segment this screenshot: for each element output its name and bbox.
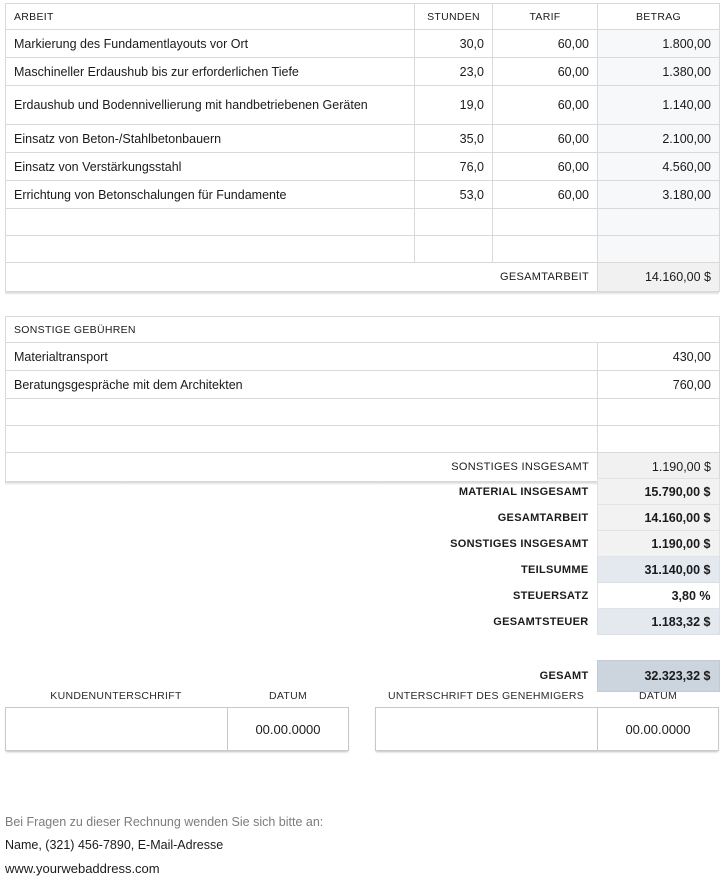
- summary-row-total-tax: [5, 609, 719, 635]
- summary-row-labor-total: [5, 505, 719, 531]
- summary-section: [5, 478, 719, 692]
- table-row: [6, 181, 720, 209]
- labor-rate: [493, 209, 598, 236]
- summary-value: 14.160,00 $: [597, 505, 719, 531]
- fees-table: [5, 316, 720, 482]
- labor-hours: 23,0: [415, 58, 493, 86]
- summary-table: [5, 478, 720, 692]
- fees-col-title: SONSTIGE GEBÜHREN: [6, 317, 720, 343]
- fee-desc: Materialtransport: [6, 343, 598, 371]
- labor-total-value: 14.160,00 $: [598, 263, 720, 292]
- labor-desc: Errichtung von Betonschalungen für Fundamente: [6, 181, 415, 209]
- fee-amount: [598, 399, 720, 426]
- summary-row-other-total: [5, 531, 719, 557]
- labor-rate: 60,00: [493, 58, 598, 86]
- table-shadow: [5, 292, 719, 295]
- labor-amount: 1.800,00: [598, 30, 720, 58]
- footer-contact-line: Name, (321) 456-7890, E-Mail-Adresse: [5, 838, 224, 852]
- labor-hours: 35,0: [415, 125, 493, 153]
- labor-hours: 30,0: [415, 30, 493, 58]
- approver-signature-field[interactable]: [376, 708, 598, 750]
- labor-amount: 4.560,00: [598, 153, 720, 181]
- summary-label: MATERIAL INSGESAMT: [458, 485, 589, 498]
- labor-hours: 53,0: [415, 181, 493, 209]
- table-row: [6, 86, 720, 125]
- customer-date-label: DATUM: [268, 690, 308, 702]
- summary-label: SONSTIGES INSGESAMT: [450, 537, 589, 550]
- approver-date-field[interactable]: 00.00.0000: [625, 721, 691, 737]
- labor-desc: Maschineller Erdaushub bis zur erforderlichen Tiefe: [6, 58, 415, 86]
- approver-signature-group: [375, 690, 719, 751]
- fees-total-label: SONSTIGES INSGESAMT: [6, 453, 598, 482]
- signature-section: [5, 690, 719, 751]
- labor-col-amount: BETRAG: [598, 4, 720, 30]
- labor-rate: [493, 236, 598, 263]
- table-row: [6, 399, 720, 426]
- labor-desc: [6, 236, 415, 263]
- labor-amount: 2.100,00: [598, 125, 720, 153]
- summary-value: 31.140,00 $: [597, 557, 719, 583]
- customer-signature-group: [5, 690, 349, 751]
- customer-signature-label: KUNDENUNTERSCHRIFT: [50, 690, 182, 702]
- labor-amount: 3.180,00: [598, 181, 720, 209]
- summary-label: GESAMTSTEUER: [493, 615, 589, 628]
- summary-row-tax-rate: [5, 583, 719, 609]
- labor-desc: Erdaushub und Bodennivellierung mit handbetriebenen Geräten: [6, 86, 415, 125]
- fee-desc: [6, 399, 598, 426]
- labor-col-hours: STUNDEN: [415, 4, 493, 30]
- labor-total-label: GESAMTARBEIT: [6, 263, 598, 292]
- summary-row-subtotal: [5, 557, 719, 583]
- fee-desc: [6, 426, 598, 453]
- footer-question-line: Bei Fragen zu dieser Rechnung wenden Sie sich bitte an:: [5, 815, 324, 829]
- table-row: [6, 426, 720, 453]
- fees-total-value: 1.190,00 $: [598, 453, 720, 482]
- labor-desc: [6, 209, 415, 236]
- customer-signature-labels: [5, 690, 349, 707]
- labor-hours: [415, 236, 493, 263]
- table-row: [6, 236, 720, 263]
- summary-row-grand-total: [5, 661, 719, 692]
- summary-value: 1.190,00 $: [597, 531, 719, 557]
- labor-rate: 60,00: [493, 125, 598, 153]
- summary-value: 32.323,32 $: [597, 661, 719, 692]
- labor-amount: [598, 236, 720, 263]
- footer-contact-block: [5, 815, 323, 852]
- fee-desc: Beratungsgespräche mit dem Architekten: [6, 371, 598, 399]
- table-row: [6, 343, 720, 371]
- table-row: [6, 153, 720, 181]
- labor-amount: 1.380,00: [598, 58, 720, 86]
- fee-amount: 430,00: [598, 343, 720, 371]
- labor-col-rate: TARIF: [493, 4, 598, 30]
- summary-label: TEILSUMME: [521, 563, 589, 576]
- labor-rate: 60,00: [493, 153, 598, 181]
- customer-signature-boxes: [5, 707, 349, 751]
- labor-rate: 60,00: [493, 30, 598, 58]
- labor-col-work: ARBEIT: [6, 4, 415, 30]
- labor-rate: 60,00: [493, 86, 598, 125]
- approver-signature-labels: [375, 690, 719, 707]
- summary-value: 3,80 %: [597, 583, 719, 609]
- labor-table: [5, 3, 720, 292]
- footer-website[interactable]: www.yourwebaddress.com: [5, 861, 160, 876]
- approver-signature-boxes: [375, 707, 719, 751]
- labor-rate: 60,00: [493, 181, 598, 209]
- approver-date-label: DATUM: [638, 690, 678, 702]
- labor-desc: Markierung des Fundamentlayouts vor Ort: [6, 30, 415, 58]
- fee-amount: [598, 426, 720, 453]
- table-row: [6, 371, 720, 399]
- summary-spacer: [5, 635, 719, 661]
- summary-value: 15.790,00 $: [597, 479, 719, 505]
- labor-amount: [598, 209, 720, 236]
- labor-table-section: [5, 3, 719, 295]
- labor-hours: [415, 209, 493, 236]
- labor-hours: 76,0: [415, 153, 493, 181]
- table-row: [6, 30, 720, 58]
- labor-desc: Einsatz von Verstärkungsstahl: [6, 153, 415, 181]
- table-row: [6, 209, 720, 236]
- summary-row-material-total: [5, 479, 719, 505]
- labor-total-row: [6, 263, 720, 292]
- approver-signature-label: UNTERSCHRIFT DES GENEHMIGERS: [387, 690, 585, 702]
- fees-table-section: [5, 316, 719, 485]
- summary-label: GESAMTARBEIT: [497, 511, 589, 524]
- labor-table-header-row: [6, 4, 720, 30]
- summary-label: STEUERSATZ: [512, 589, 589, 602]
- fees-table-header-row: [6, 317, 720, 343]
- summary-label: GESAMT: [539, 670, 589, 682]
- labor-desc: Einsatz von Beton-/Stahlbetonbauern: [6, 125, 415, 153]
- summary-value: 1.183,32 $: [597, 609, 719, 635]
- fee-amount: 760,00: [598, 371, 720, 399]
- customer-signature-field[interactable]: [6, 708, 228, 750]
- table-row: [6, 58, 720, 86]
- labor-amount: 1.140,00: [598, 86, 720, 125]
- labor-hours: 19,0: [415, 86, 493, 125]
- customer-date-field[interactable]: 00.00.0000: [255, 721, 321, 737]
- table-row: [6, 125, 720, 153]
